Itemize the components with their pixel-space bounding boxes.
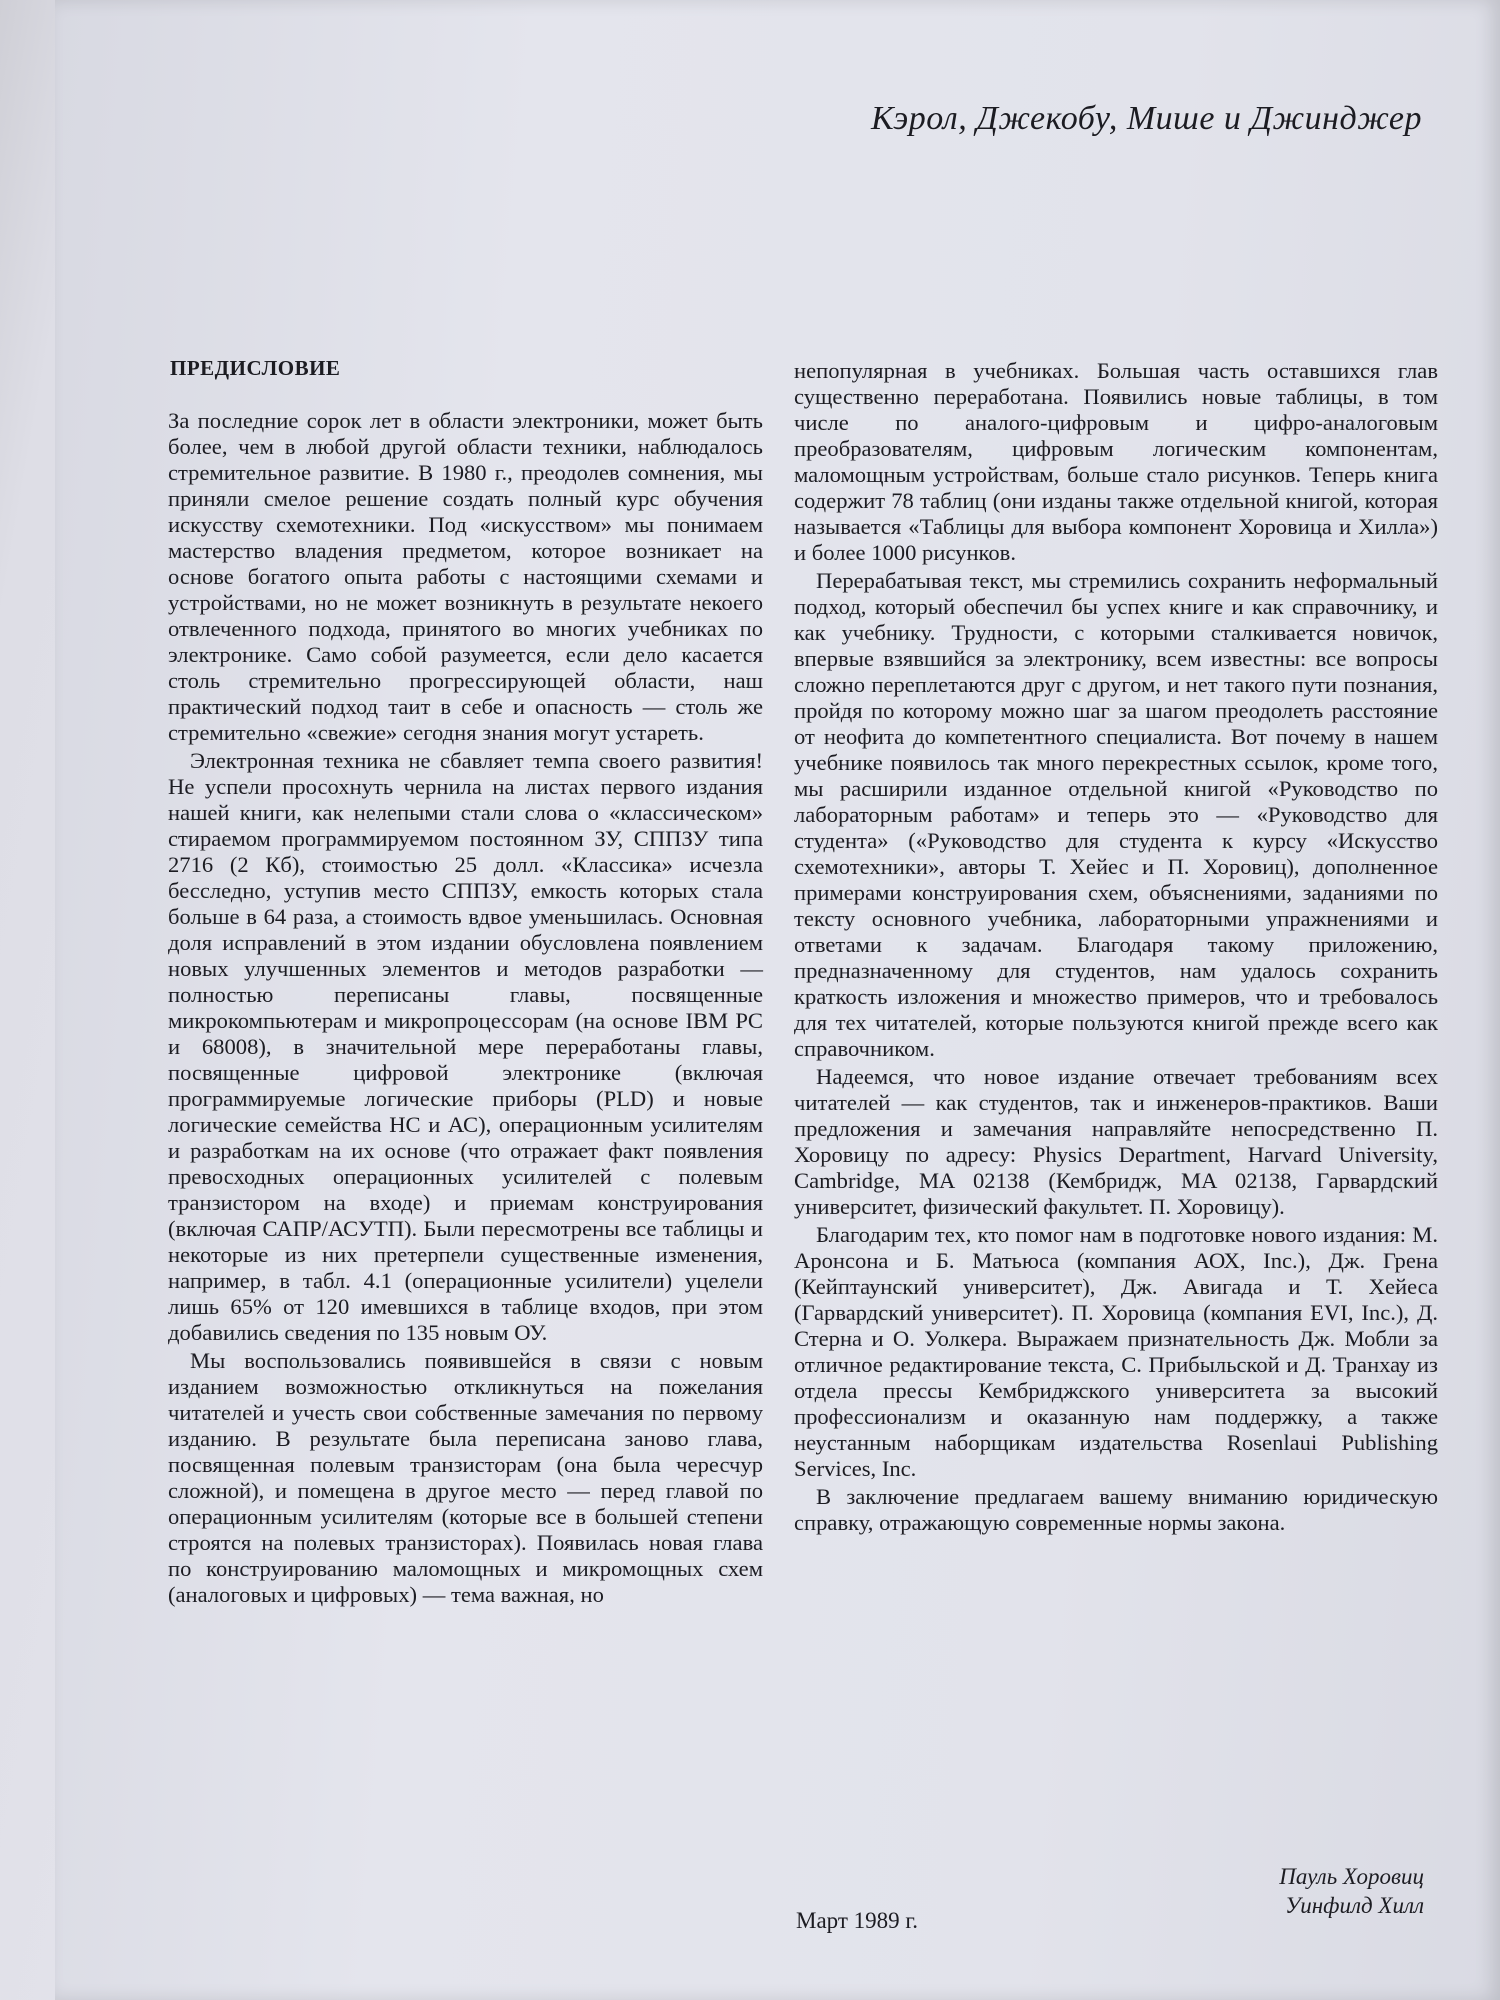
paragraph: Надеемся, что новое издание отвечает требованиям всех читателей — как студентов, так и инженеров-практиков. Ваши предложения и замечания направляйте непосредственно П. Хоровицу по адресу: Physics Department, Harvard University, Cambridge, MA 02138 (Кембридж, MA 02138, Гарвардский университет, физический факультет. П. Хоровицу).	[794, 1064, 1438, 1219]
paragraph: Благодарим тех, кто помог нам в подготовке нового издания: М. Аронсона и Б. Матьюса (компания АОХ, Inc.), Дж. Грена (Кейптаунский университет), Дж. Авигада и Т. Хейеса (Гарвардский университет). П. Хоровица (компания EVI, Inc.), Д. Стерна и О. Уолкера. Выражаем признательность Дж. Мобли за отличное редактирование текста, С. Прибыльской и Д. Транхау из отдела прессы Кембриджского университета за высокий профессионализм и оказанную нам поддержку, а также неустанным наборщикам издательства Rosenlaui Publishing Services, Inc.	[794, 1222, 1438, 1481]
bleed-through-shadow	[235, 30, 1485, 70]
author-signature: Уинфилд Хилл	[1285, 1893, 1424, 1918]
paragraph: В заключение предлагаем вашему вниманию юридическую справку, отражающую современные нормы закона.	[794, 1484, 1438, 1535]
paragraph: Перерабатывая текст, мы стремились сохранить неформальный подход, который обеспечил бы успех книге и как справочнику, и как учебнику. Трудности, с которыми сталкивается новичок, впервые взявшийся за электронику, всем известны: все вопросы сложно переплетаются друг с другом, и нет такого пути познания, пройдя по которому можно шаг за шагом преодолеть расстояние от неофита до компетентного специалиста. Вот почему в нашем учебнике появилось так много перекрестных ссылок, кроме того, мы расширили изданное отдельной книгой «Руководство по лабораторным работам» и теперь это — «Руководство для студента» («Руководство для студента к курсу «Искусство схемотехники», авторы Т. Хейес и П. Хоровиц), дополненное примерами конструирования схем, объяснениями, заданиями по тексту основного учебника, лабораторными упражнениями и ответами к задачам. Благодаря такому приложению, предназначенному для студентов, нам удалось сохранить краткость изложения и множество примеров, что и требовалось для тех читателей, которые пользуются книгой прежде всего как справочником.	[794, 568, 1438, 1061]
dedication: Кэрол, Джекобу, Мише и Джинджер	[871, 100, 1422, 137]
right-column	[794, 358, 1438, 1538]
paragraph: За последние сорок лет в области электроники, может быть более, чем в любой другой области техники, наблюдалось стремительное развитие. В 1980 г., преодолев сомнения, мы приняли смелое решение создать полный курс обучения искусству схемотехники. Под «искусством» мы понимаем мастерство владения предметом, которое возникает на основе богатого опыта работы с настоящими схемами и устройствами, но не может возникнуть в результате некоего отвлеченного подхода, принятого во многих учебниках по электронике. Само собой разумеется, если дело касается столь стремительно прогрессирующей области, наш практический подход таит в себе и опасность — столь же стремительно «свежие» сегодня знания могут устареть.	[168, 408, 763, 745]
paragraph: Мы воспользовались появившейся в связи с новым изданием возможностью откликнуться на пожелания читателей и учесть свои собственные замечания по первому изданию. В результате была переписана заново глава, посвященная полевым транзисторам (она была чересчур сложной), и помещена в другое место — перед главой по операционным усилителям (которые все в большей степени строятся на полевых транзисторах). Появилась новая глава по конструированию маломощных и микромощных схем (аналоговых и цифровых) — тема важная, но	[168, 1348, 763, 1607]
left-column	[168, 408, 763, 1610]
section-heading: ПРЕДИСЛОВИЕ	[170, 356, 341, 380]
paragraph: непопулярная в учебниках. Большая часть оставшихся глав существенно переработана. Появились новые таблицы, в том числе по аналого-цифровым и цифро-аналоговым преобразователям, цифровым логическим компонентам, маломощным устройствам, больше стало рисунков. Теперь книга содержит 78 таблиц (они изданы также отдельной книгой, которая называется «Таблицы для выбора компонент Хоровица и Хилла») и более 1000 рисунков.	[794, 358, 1438, 565]
preface-date: Март 1989 г.	[796, 1908, 918, 1933]
paragraph: Электронная техника не сбавляет темпа своего развития! Не успели просохнуть чернила на листах первого издания нашей книги, как нелепыми стали слова о «классическом» стираемом программируемом постоянном ЗУ, СППЗУ типа 2716 (2 Кб), стоимостью 25 долл. «Классика» исчезла бесследно, уступив место СППЗУ, емкость которых стала больше в 64 раза, а стоимость вдвое уменьшилась. Основная доля исправлений в этом издании обусловлена появлением новых улучшенных элементов и методов разработки — полностью переписаны главы, посвященные микрокомпьютерам и микропроцессорам (на основе IBM PC и 68008), в значительной мере переработаны главы, посвященные цифровой электронике (включая программируемые логические приборы (PLD) и новые логические семейства НС и АС), операционным усилителям и разработкам на их основе (что отражает факт появления превосходных операционных усилителей с полевым транзистором на входе) и приемам конструирования (включая САПР/АСУТП). Были пересмотрены все таблицы и некоторые из них претерпели существенные изменения, например, в табл. 4.1 (операционные усилители) уцелели лишь 65% от 120 имевшихся в таблице входов, при этом добавились сведения по 135 новым ОУ.	[168, 748, 763, 1345]
author-signature: Пауль Хоровиц	[1279, 1864, 1424, 1889]
